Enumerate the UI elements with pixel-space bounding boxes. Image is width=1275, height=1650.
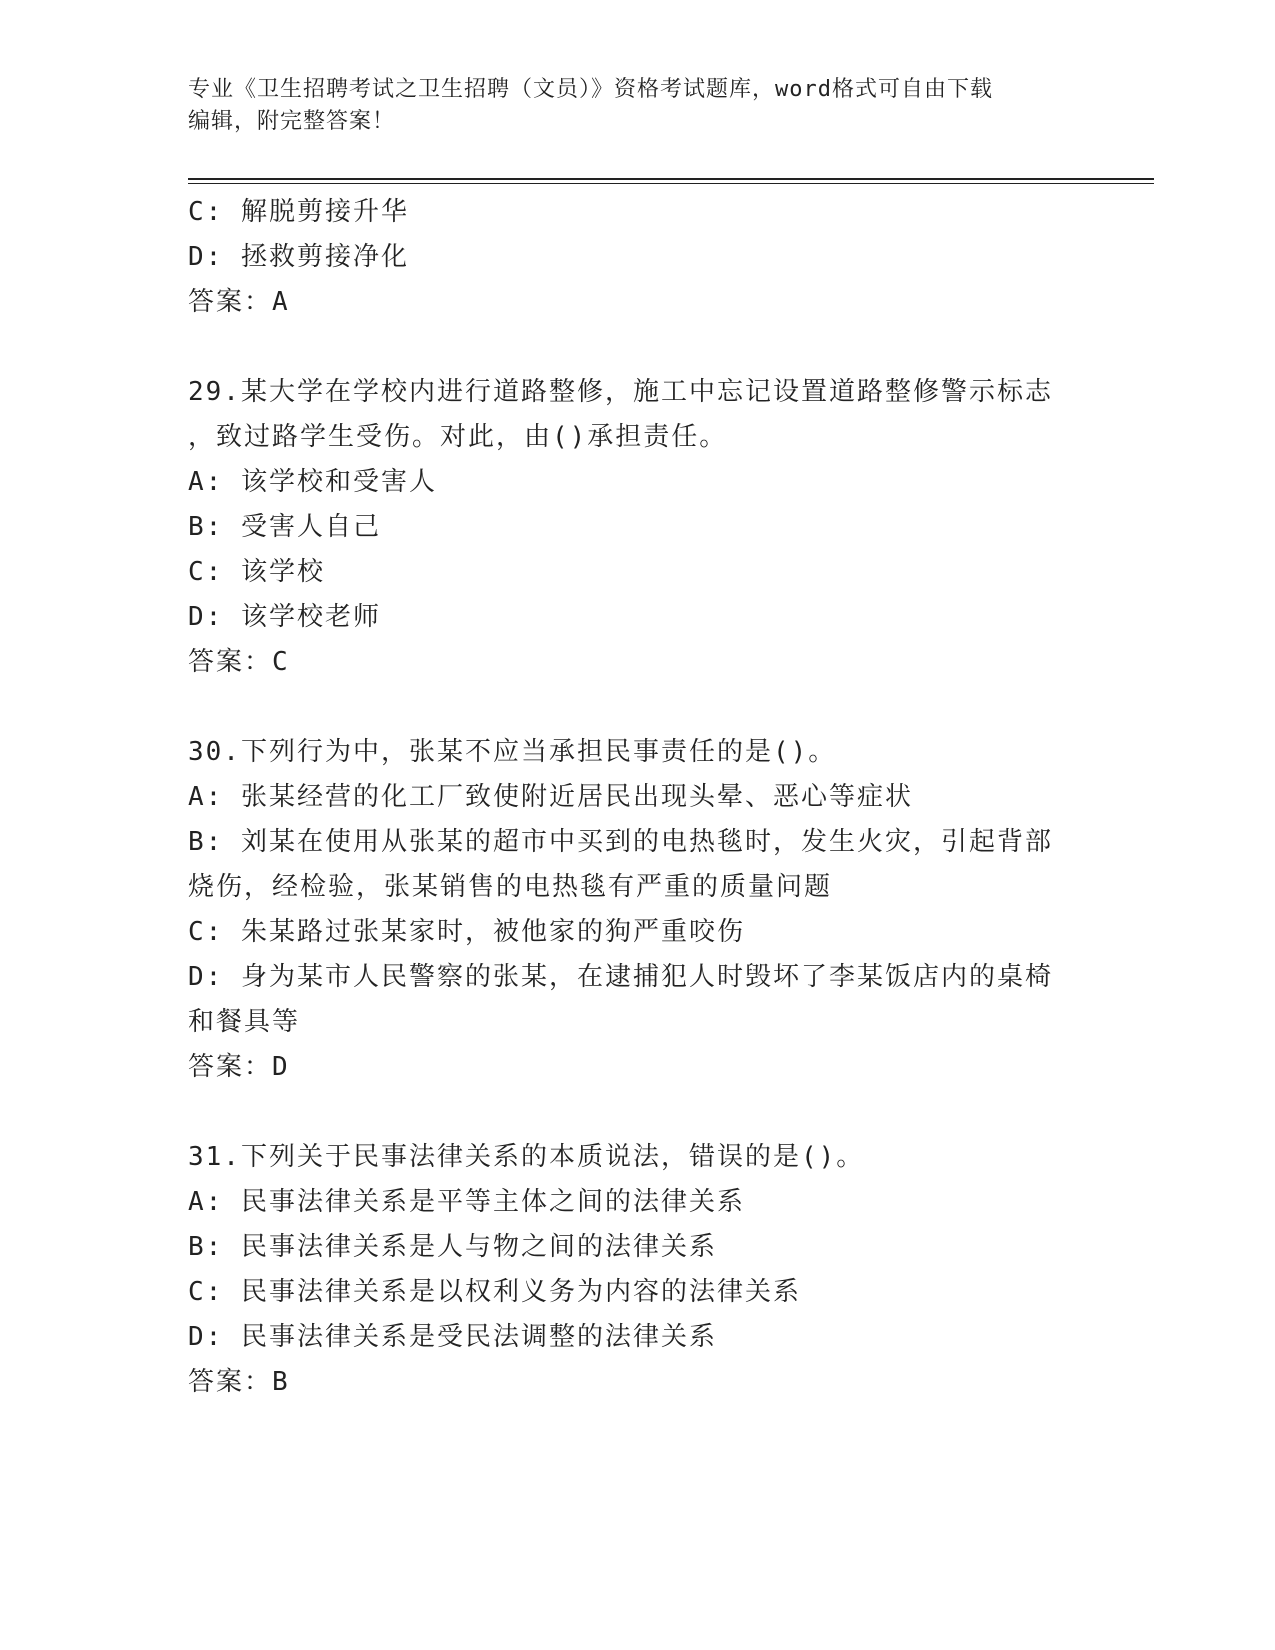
option-d: D: 拯救剪接净化: [188, 242, 409, 272]
option-d: D: 民事法律关系是受民法调整的法律关系: [188, 1322, 717, 1352]
option-d-continued: 和餐具等: [188, 1007, 301, 1037]
question-28-tail: [188, 190, 1088, 325]
answer: 答案：C: [188, 647, 290, 677]
header-line-1: 专业《卫生招聘考试之卫生招聘（文员）》资格考试题库，word格式可自由下载: [188, 77, 993, 102]
option-d: D: 该学校老师: [188, 602, 381, 632]
question-31: [188, 1135, 1088, 1405]
option-c: C: 朱某路过张某家时，被他家的狗严重咬伤: [188, 917, 745, 947]
option-a: A: 张某经营的化工厂致使附近居民出现头晕、恶心等症状: [188, 782, 913, 812]
option-b: B: 受害人自己: [188, 512, 381, 542]
question-stem: 29.某大学在学校内进行道路整修，施工中忘记设置道路整修警示标志: [188, 377, 1053, 407]
question-30: [188, 730, 1088, 1090]
option-d: D: 身为某市人民警察的张某，在逮捕犯人时毁坏了李某饭店内的桌椅: [188, 962, 1053, 992]
answer: 答案：A: [188, 287, 290, 317]
answer: 答案：D: [188, 1052, 290, 1082]
header-line-2: 编辑，附完整答案！: [188, 109, 396, 134]
page-header: [188, 74, 1088, 138]
header-divider: [188, 178, 1154, 184]
option-a: A: 民事法律关系是平等主体之间的法律关系: [188, 1187, 745, 1217]
option-c: C: 解脱剪接升华: [188, 197, 409, 227]
answer: 答案：B: [188, 1367, 290, 1397]
option-b: B: 民事法律关系是人与物之间的法律关系: [188, 1232, 717, 1262]
spacer: [188, 325, 1088, 370]
question-29: [188, 370, 1088, 685]
question-stem: 31.下列关于民事法律关系的本质说法，错误的是()。: [188, 1142, 865, 1172]
option-a: A: 该学校和受害人: [188, 467, 437, 497]
spacer: [188, 685, 1088, 730]
spacer: [188, 1090, 1088, 1135]
question-stem: 30.下列行为中，张某不应当承担民事责任的是()。: [188, 737, 837, 767]
option-c: C: 该学校: [188, 557, 325, 587]
option-b: B: 刘某在使用从张某的超市中买到的电热毯时，发生火灾，引起背部: [188, 827, 1053, 857]
option-b-continued: 烧伤，经检验，张某销售的电热毯有严重的质量问题: [188, 872, 833, 902]
question-list: [188, 190, 1088, 1405]
option-c: C: 民事法律关系是以权利义务为内容的法律关系: [188, 1277, 801, 1307]
question-stem: ，致过路学生受伤。对此，由()承担责任。: [188, 422, 728, 452]
